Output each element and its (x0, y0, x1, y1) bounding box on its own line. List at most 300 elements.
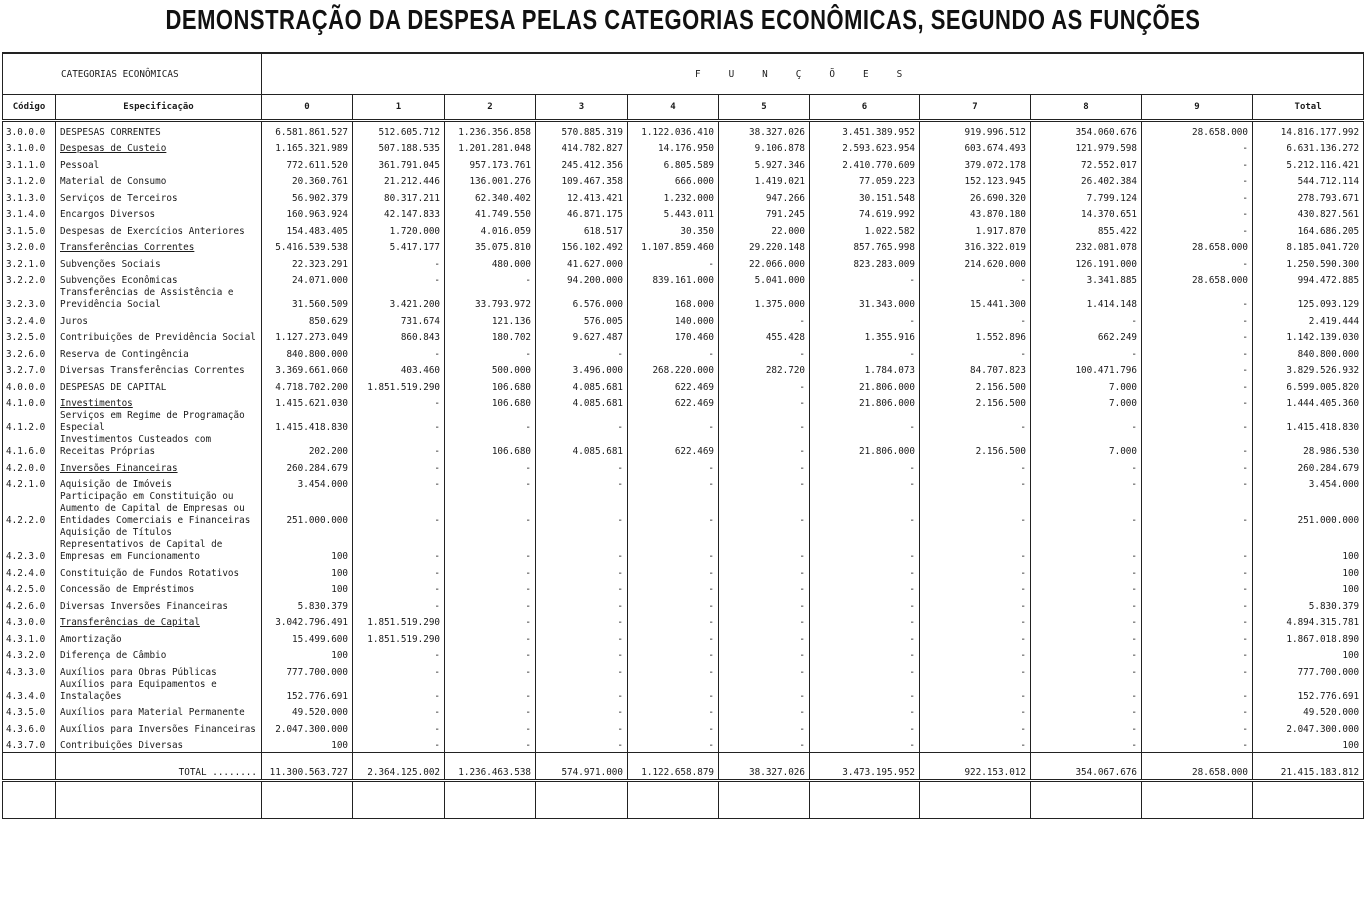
row-specification (56, 475, 262, 492)
cell-value: 156.102.492 (536, 238, 628, 255)
row-specification (56, 344, 262, 361)
cell-value: - (1142, 662, 1253, 679)
cell-value: 170.460 (628, 328, 719, 345)
cell-value: - (920, 736, 1031, 753)
row-specification (56, 287, 262, 311)
cell-value: - (1142, 596, 1253, 613)
cell-value: 840.800.000 (262, 344, 353, 361)
cell-value: - (1142, 703, 1253, 720)
cell-value: - (719, 475, 810, 492)
cell-value: - (920, 703, 1031, 720)
row-specification (56, 679, 262, 703)
function-column-header: 3 (536, 95, 628, 121)
row-specification-text: Subvenções Sociais (60, 258, 161, 270)
cell-value: - (628, 613, 719, 630)
row-code: 4.1.6.0 (3, 434, 56, 458)
row-specification (56, 736, 262, 753)
cell-value: 72.552.017 (1031, 155, 1142, 172)
row-total-value: 14.816.177.992 (1253, 121, 1364, 139)
cell-value: - (536, 662, 628, 679)
cell-value: 202.200 (262, 434, 353, 458)
cell-value: - (1142, 410, 1253, 434)
cell-value: 4.085.681 (536, 394, 628, 411)
row-specification (56, 563, 262, 580)
row-specification (56, 254, 262, 271)
table-row (3, 155, 1364, 172)
row-total-value: 2.419.444 (1253, 311, 1364, 328)
cell-value: 2.410.770.609 (810, 155, 920, 172)
cell-value: 28.658.000 (1142, 121, 1253, 139)
row-code: 3.2.2.0 (3, 271, 56, 288)
row-total-value: 278.793.671 (1253, 188, 1364, 205)
cell-value: 46.871.175 (536, 205, 628, 222)
row-specification-text: Diferença de Câmbio (60, 650, 167, 661)
cell-value: - (353, 679, 445, 703)
cell-value: 4.016.059 (445, 221, 536, 238)
table-row (3, 646, 1364, 663)
total-value: 1.236.463.538 (445, 753, 536, 781)
row-specification (56, 662, 262, 679)
cell-value: 1.201.281.048 (445, 139, 536, 156)
row-code: 4.1.0.0 (3, 394, 56, 411)
cell-value: - (920, 563, 1031, 580)
row-total-value: 251.000.000 (1253, 491, 1364, 527)
cell-value: - (1031, 410, 1142, 434)
cell-value: 31.560.509 (262, 287, 353, 311)
cell-value: 121.979.598 (1031, 139, 1142, 156)
cell-value: 14.370.651 (1031, 205, 1142, 222)
cell-value: - (1031, 527, 1142, 563)
table-row (3, 287, 1364, 311)
cell-value: 41.627.000 (536, 254, 628, 271)
cell-value: - (719, 491, 810, 527)
row-specification (56, 410, 262, 434)
cell-value: 1.415.418.830 (262, 410, 353, 434)
cell-value: 140.000 (628, 311, 719, 328)
cell-value: - (445, 458, 536, 475)
cell-value: - (1142, 719, 1253, 736)
table-row (3, 475, 1364, 492)
cell-value: 14.176.950 (628, 139, 719, 156)
row-code: 3.1.5.0 (3, 221, 56, 238)
blank-cell (1253, 781, 1364, 819)
cell-value: 77.059.223 (810, 172, 920, 189)
table-row (3, 344, 1364, 361)
cell-value: 947.266 (719, 188, 810, 205)
table-row (3, 580, 1364, 597)
table-row (3, 188, 1364, 205)
row-specification (56, 377, 262, 394)
cell-value: 3.341.885 (1031, 271, 1142, 288)
blank-cell (628, 781, 719, 819)
blank-cell (920, 781, 1031, 819)
cell-value: 772.611.520 (262, 155, 353, 172)
cell-value: - (810, 629, 920, 646)
row-code: 4.0.0.0 (3, 377, 56, 394)
function-column-header: 1 (353, 95, 445, 121)
cell-value: 74.619.992 (810, 205, 920, 222)
cell-value: - (810, 719, 920, 736)
cell-value: 2.593.623.954 (810, 139, 920, 156)
row-total-value: 4.894.315.781 (1253, 613, 1364, 630)
table-row (3, 527, 1364, 563)
cell-value: 1.851.519.290 (353, 629, 445, 646)
cell-value: - (719, 410, 810, 434)
cell-value: 109.467.358 (536, 172, 628, 189)
table-row (3, 254, 1364, 271)
row-specification (56, 527, 262, 563)
cell-value: - (628, 563, 719, 580)
row-code: 3.1.1.0 (3, 155, 56, 172)
cell-value: 35.075.810 (445, 238, 536, 255)
cell-value: - (445, 410, 536, 434)
row-code: 4.3.0.0 (3, 613, 56, 630)
function-column-header: 2 (445, 95, 536, 121)
row-specification-text: Despesas de Exercícios Anteriores (60, 225, 245, 237)
cell-value: - (1142, 172, 1253, 189)
cell-value: - (445, 719, 536, 736)
row-specification-text: Diversas Inversões Financeiras (60, 600, 228, 612)
cell-value: 2.047.300.000 (262, 719, 353, 736)
funcoes-header: FUNÇÕES (262, 53, 1364, 95)
cell-value: 106.680 (445, 434, 536, 458)
row-specification-text: Encargos Diversos (60, 209, 156, 220)
row-specification-text: Transferências Correntes (60, 242, 195, 253)
cell-value: - (920, 596, 1031, 613)
cell-value: - (1142, 629, 1253, 646)
cell-value: - (628, 646, 719, 663)
cell-value: - (445, 580, 536, 597)
cell-value: 1.122.036.410 (628, 121, 719, 139)
cell-value: 94.200.000 (536, 271, 628, 288)
row-specification-text: Inversões Financeiras (60, 462, 178, 474)
cell-value: 777.700.000 (262, 662, 353, 679)
cell-value: 500.000 (445, 361, 536, 378)
cell-value: - (445, 475, 536, 492)
row-total-value: 840.800.000 (1253, 344, 1364, 361)
cell-value: 49.520.000 (262, 703, 353, 720)
row-specification-text: Auxílios para Equipamentos e Instalações (60, 678, 217, 702)
row-specification-text: Transferências de Assistência e Previdência Social (60, 287, 234, 310)
row-specification (56, 361, 262, 378)
cell-value: 2.156.500 (920, 394, 1031, 411)
cell-value: - (719, 458, 810, 475)
cell-value: 3.421.200 (353, 287, 445, 311)
cell-value: - (445, 736, 536, 753)
cell-value: 282.720 (719, 361, 810, 378)
blank-cell (353, 781, 445, 819)
cell-value: - (810, 311, 920, 328)
cell-value: - (536, 629, 628, 646)
cell-value: - (1142, 377, 1253, 394)
cell-value: - (719, 646, 810, 663)
blank-cell (536, 781, 628, 819)
cell-value: - (1031, 475, 1142, 492)
cell-value: 24.071.000 (262, 271, 353, 288)
cell-value: - (353, 271, 445, 288)
cell-value: 268.220.000 (628, 361, 719, 378)
row-specification (56, 596, 262, 613)
total-row (3, 753, 1364, 781)
row-specification-text: DESPESAS DE CAPITAL (60, 381, 167, 393)
cell-value: 38.327.026 (719, 121, 810, 139)
cell-value: - (536, 679, 628, 703)
cell-value: - (536, 580, 628, 597)
cell-value: 618.517 (536, 221, 628, 238)
cell-value: 622.469 (628, 394, 719, 411)
cell-value: - (1142, 491, 1253, 527)
cell-value: - (1142, 394, 1253, 411)
cell-value: 31.343.000 (810, 287, 920, 311)
cell-value: - (920, 410, 1031, 434)
cell-value: 1.720.000 (353, 221, 445, 238)
cell-value: - (719, 394, 810, 411)
cell-value: - (1031, 491, 1142, 527)
cell-value: - (719, 311, 810, 328)
cell-value: - (445, 271, 536, 288)
row-specification (56, 580, 262, 597)
row-total-value: 1.444.405.360 (1253, 394, 1364, 411)
cell-value: 857.765.998 (810, 238, 920, 255)
cell-value: - (628, 254, 719, 271)
total-value: 11.300.563.727 (262, 753, 353, 781)
cell-value: - (920, 344, 1031, 361)
row-total-value: 100 (1253, 736, 1364, 753)
cell-value: - (1142, 254, 1253, 271)
table-row (3, 613, 1364, 630)
row-code: 3.1.3.0 (3, 188, 56, 205)
cell-value: 791.245 (719, 205, 810, 222)
cell-value: - (1142, 475, 1253, 492)
row-code: 3.2.6.0 (3, 344, 56, 361)
cell-value: - (1031, 344, 1142, 361)
cell-value: - (1031, 719, 1142, 736)
cell-value: 860.843 (353, 328, 445, 345)
cell-value: - (353, 410, 445, 434)
row-code: 4.3.4.0 (3, 679, 56, 703)
cell-value: 100 (262, 527, 353, 563)
row-total-value: 100 (1253, 580, 1364, 597)
table-row (3, 311, 1364, 328)
cell-value: - (920, 271, 1031, 288)
cell-value: - (1142, 188, 1253, 205)
row-specification (56, 434, 262, 458)
cell-value: - (1031, 736, 1142, 753)
row-code: 4.2.0.0 (3, 458, 56, 475)
row-code: 4.3.3.0 (3, 662, 56, 679)
table-row (3, 719, 1364, 736)
row-specification-text: Investimentos (60, 398, 133, 409)
row-total-value: 8.185.041.720 (1253, 238, 1364, 255)
table-row (3, 736, 1364, 753)
cell-value: - (1142, 458, 1253, 475)
cell-value: 603.674.493 (920, 139, 1031, 156)
cell-value: - (920, 646, 1031, 663)
cell-value: 28.658.000 (1142, 238, 1253, 255)
cell-value: 379.072.178 (920, 155, 1031, 172)
cell-value: - (536, 491, 628, 527)
cell-value: 5.416.539.538 (262, 238, 353, 255)
cell-value: - (445, 527, 536, 563)
cell-value: - (810, 613, 920, 630)
cell-value: - (810, 410, 920, 434)
cell-value: - (628, 527, 719, 563)
function-column-header: 9 (1142, 95, 1253, 121)
cell-value: - (1142, 679, 1253, 703)
table-row (3, 491, 1364, 527)
cell-value: - (719, 679, 810, 703)
total-value: 922.153.012 (920, 753, 1031, 781)
row-specification-text: Participação em Constituição ou Aumento de Capital de Empresas ou Entidades Comerciais e Financeiras (60, 491, 251, 526)
row-code: 3.2.7.0 (3, 361, 56, 378)
cell-value: - (719, 527, 810, 563)
cell-value: 9.106.878 (719, 139, 810, 156)
row-total-value: 2.047.300.000 (1253, 719, 1364, 736)
cell-value: 43.870.180 (920, 205, 1031, 222)
row-specification (56, 703, 262, 720)
row-specification (56, 172, 262, 189)
row-total-value: 1.867.018.890 (1253, 629, 1364, 646)
cell-value: 100 (262, 580, 353, 597)
cell-value: - (353, 434, 445, 458)
row-code: 4.2.5.0 (3, 580, 56, 597)
cell-value: 160.963.924 (262, 205, 353, 222)
row-code: 4.2.4.0 (3, 563, 56, 580)
cell-value: - (1142, 287, 1253, 311)
cell-value: 30.350 (628, 221, 719, 238)
cell-value: - (536, 703, 628, 720)
row-specification-text: Aquisição de Títulos Representativos de Capital de Empresas em Funcionamento (60, 527, 223, 562)
cell-value: - (719, 703, 810, 720)
cell-value: 106.680 (445, 377, 536, 394)
cell-value: - (719, 613, 810, 630)
function-column-header: 8 (1031, 95, 1142, 121)
cell-value: - (810, 646, 920, 663)
cell-value: - (810, 580, 920, 597)
cell-value: - (353, 736, 445, 753)
table-body (3, 121, 1364, 819)
row-specification-text: DESPESAS CORRENTES (60, 126, 161, 138)
row-code: 4.2.6.0 (3, 596, 56, 613)
cell-value: - (536, 527, 628, 563)
cell-value: - (810, 703, 920, 720)
cell-value: 6.581.861.527 (262, 121, 353, 139)
cell-value: 5.041.000 (719, 271, 810, 288)
cell-value: - (353, 563, 445, 580)
row-total-value: 28.986.530 (1253, 434, 1364, 458)
blank-cell (1031, 781, 1142, 819)
cell-value: - (353, 458, 445, 475)
row-total-value: 1.415.418.830 (1253, 410, 1364, 434)
cell-value: 9.627.487 (536, 328, 628, 345)
cell-value: - (810, 527, 920, 563)
grand-total-value: 21.415.183.812 (1253, 753, 1364, 781)
blank-cell (262, 781, 353, 819)
cell-value: 100 (262, 736, 353, 753)
cell-value: 1.232.000 (628, 188, 719, 205)
row-code: 4.1.2.0 (3, 410, 56, 434)
row-code: 4.3.1.0 (3, 629, 56, 646)
cell-value: 512.605.712 (353, 121, 445, 139)
row-code: 4.3.2.0 (3, 646, 56, 663)
table-row (3, 121, 1364, 139)
cell-value: - (810, 458, 920, 475)
cell-value: - (1142, 580, 1253, 597)
cell-value: - (628, 703, 719, 720)
total-value: 1.122.658.879 (628, 753, 719, 781)
cell-value: - (1031, 703, 1142, 720)
cell-value: - (628, 719, 719, 736)
cell-value: 180.702 (445, 328, 536, 345)
row-specification-text: Despesas de Custeio (60, 143, 167, 154)
cell-value: - (1031, 679, 1142, 703)
cell-value: 41.749.550 (445, 205, 536, 222)
cell-value: - (1142, 221, 1253, 238)
row-specification-text: Auxílios para Obras Públicas (60, 666, 217, 678)
table-row (3, 139, 1364, 156)
cell-value: 21.806.000 (810, 434, 920, 458)
row-specification-text: Diversas Transferências Correntes (60, 365, 245, 376)
row-code: 3.0.0.0 (3, 121, 56, 139)
row-code: 4.3.5.0 (3, 703, 56, 720)
cell-value: - (1142, 328, 1253, 345)
cell-value: 919.996.512 (920, 121, 1031, 139)
row-specification (56, 121, 262, 139)
cell-value: 4.085.681 (536, 434, 628, 458)
cell-value: 62.340.402 (445, 188, 536, 205)
cell-value: 29.220.148 (719, 238, 810, 255)
table-row (3, 361, 1364, 378)
cell-value: 414.782.827 (536, 139, 628, 156)
cell-value: - (445, 344, 536, 361)
table-row (3, 172, 1364, 189)
cell-value: 21.806.000 (810, 394, 920, 411)
cell-value: - (810, 736, 920, 753)
cell-value: 3.454.000 (262, 475, 353, 492)
table-row (3, 629, 1364, 646)
row-specification (56, 646, 262, 663)
cell-value: - (445, 563, 536, 580)
cell-value: 4.718.702.200 (262, 377, 353, 394)
blank-cell (56, 781, 262, 819)
cell-value: - (1142, 139, 1253, 156)
cell-value: - (810, 679, 920, 703)
cell-value: 316.322.019 (920, 238, 1031, 255)
row-total-value: 260.284.679 (1253, 458, 1364, 475)
cell-value: - (920, 679, 1031, 703)
cell-value: - (628, 662, 719, 679)
cell-value: 3.369.661.060 (262, 361, 353, 378)
cell-value: 12.413.421 (536, 188, 628, 205)
blank-cell (445, 781, 536, 819)
row-total-value: 777.700.000 (1253, 662, 1364, 679)
table-row (3, 221, 1364, 238)
cell-value: 1.236.356.858 (445, 121, 536, 139)
cell-value: 3.451.389.952 (810, 121, 920, 139)
cell-value: - (628, 596, 719, 613)
cell-value: - (1142, 613, 1253, 630)
row-total-value: 6.631.136.272 (1253, 139, 1364, 156)
cell-value: - (1031, 596, 1142, 613)
cell-value: 7.000 (1031, 394, 1142, 411)
cell-value: - (1031, 580, 1142, 597)
cell-value: - (353, 703, 445, 720)
cell-value: - (353, 254, 445, 271)
row-specification (56, 491, 262, 527)
cell-value: 28.658.000 (1142, 271, 1253, 288)
cell-value: 1.127.273.049 (262, 328, 353, 345)
cell-value: - (353, 475, 445, 492)
